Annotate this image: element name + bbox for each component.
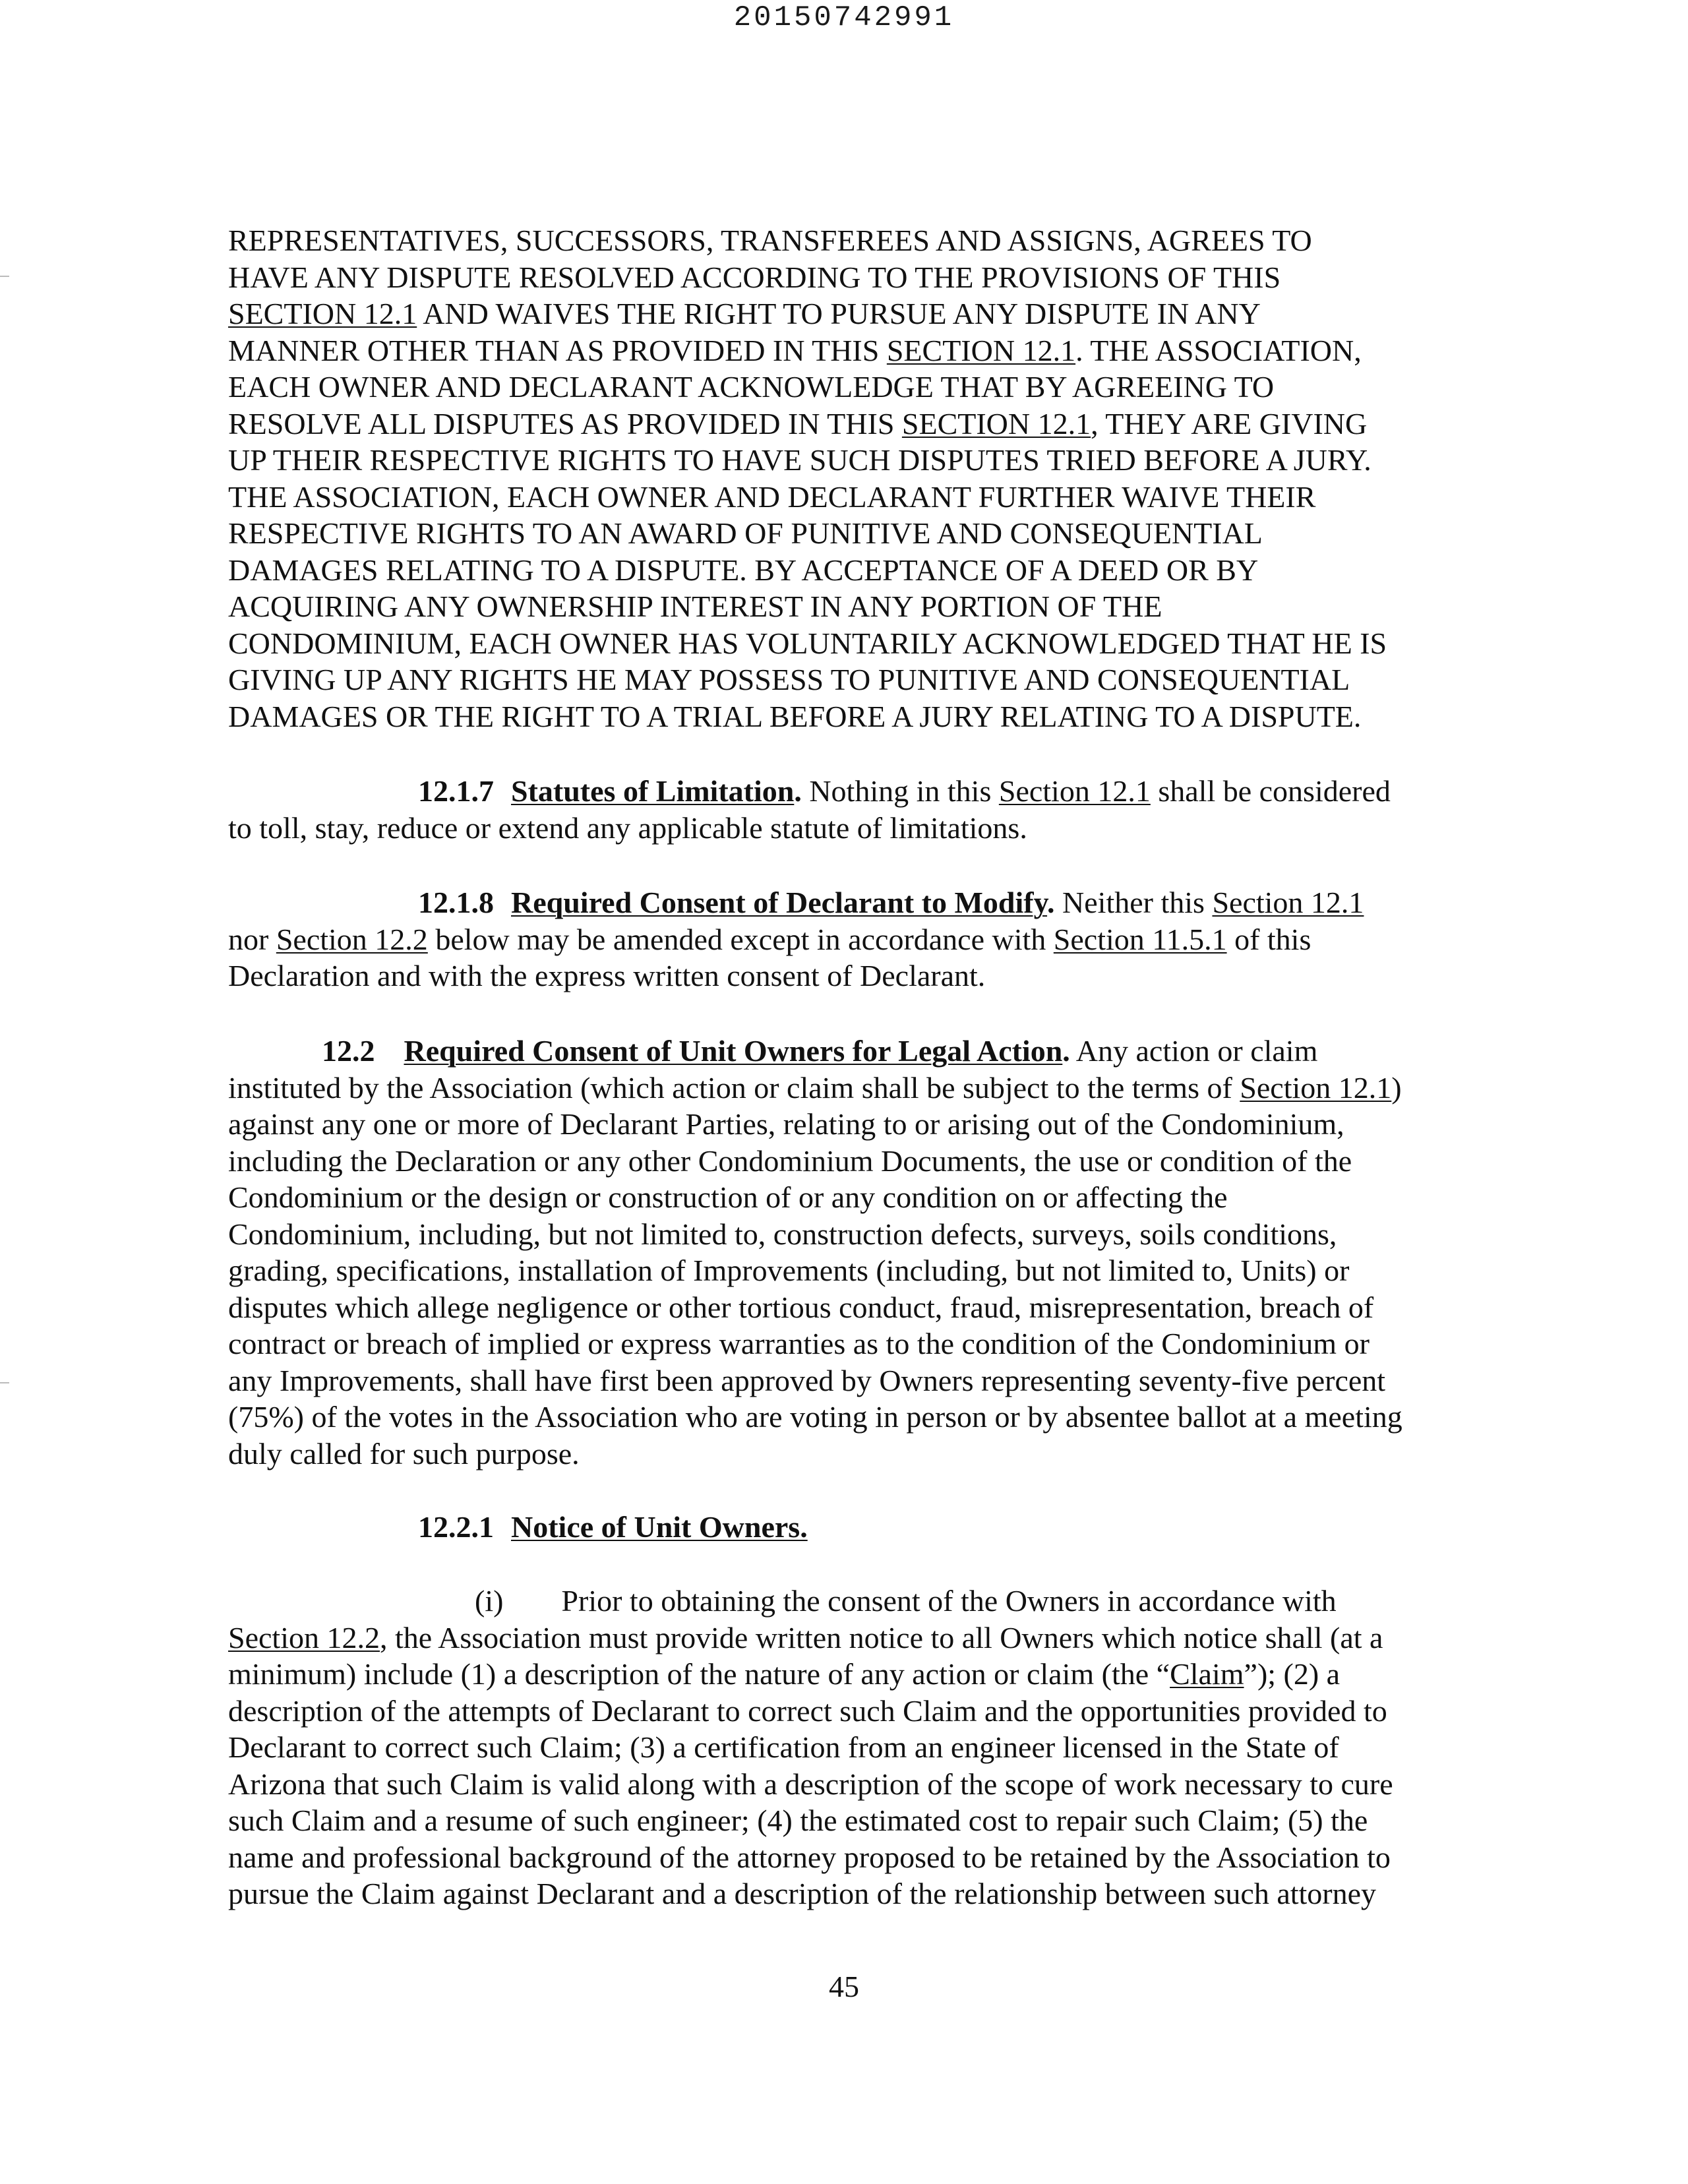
text-line: DAMAGES RELATING TO A DISPUTE. BY ACCEPTANCE OF A DEED OR BY [228,553,1259,587]
text-span: shall be considered [1150,774,1391,808]
text-line: duly called for such purpose. [228,1436,580,1471]
text-span: , THEY ARE GIVING [1091,406,1368,440]
text-line [228,921,1441,958]
section-reference: Section 12.1 [998,774,1151,808]
margin-tick [0,276,9,277]
heading-period: . [794,774,802,808]
text-span: Prior to obtaining the consent of the Owners in accordance with [561,1584,1337,1618]
text-span: MANNER OTHER THAN AS PROVIDED IN THIS [228,333,887,367]
text-line [228,1509,1441,1546]
section-reference: Section 12.1 [1212,886,1364,919]
text-line [228,406,1441,442]
text-line: DAMAGES OR THE RIGHT TO A TRIAL BEFORE A JURY RELATING TO A DISPUTE. [228,699,1362,733]
section-number: 12.2 [322,1034,375,1068]
text-span: Neither this [1054,886,1213,919]
text-line: REPRESENTATIVES, SUCCESSORS, TRANSFEREES AND ASSIGNS, AGREES TO [228,224,1312,257]
text-line: EACH OWNER AND DECLARANT ACKNOWLEDGE THAT BY AGREEING TO [228,370,1275,404]
heading-period: . [1047,886,1055,919]
text-line: name and professional background of the attorney proposed to be retained by the Association to [228,1840,1391,1874]
section-12-2 [228,1033,1441,1472]
document-number: 20150742991 [733,1,955,34]
list-marker: (i) [475,1584,504,1618]
text-line: Arizona that such Claim is valid along with a description of the scope of work necessary to cure [228,1767,1393,1801]
text-span: below may be amended except in accordance with [427,922,1054,956]
text-span: . THE ASSOCIATION, [1075,333,1362,367]
section-12-1-7 [228,773,1441,846]
text-span: Any action or claim [1070,1034,1318,1068]
text-line [228,1070,1441,1107]
text-span: ”); (2) a [1244,1657,1341,1691]
text-line: (75%) of the votes in the Association who are voting in person or by absentee ballot at a meeting [228,1400,1402,1434]
section-reference: SECTION 12.1 [901,406,1091,440]
text-line: Condominium, including, but not limited to, construction defects, surveys, soils conditions, [228,1217,1337,1251]
text-line: CONDOMINIUM, EACH OWNER HAS VOLUNTARILY ACKNOWLEDGED THAT HE IS [228,626,1387,660]
defined-term: Claim [1170,1657,1244,1691]
text-line: to toll, stay, reduce or extend any applicable statute of limitations. [228,810,1027,845]
page-number: 45 [829,1970,859,2003]
text-span: , the Association must provide written notice to all Owners which notice shall (at a [379,1620,1383,1654]
text-span: RESOLVE ALL DISPUTES AS PROVIDED IN THIS [228,406,902,440]
text-line: against any one or more of Declarant Parties, relating to or arising out of the Condominium, [228,1107,1344,1141]
section-number: 12.1.7 [418,774,494,808]
section-reference: Section 12.2 [228,1620,380,1654]
section-number: 12.1.8 [418,886,494,919]
section-reference: Section 12.2 [276,922,428,956]
section-heading: Required Consent of Unit Owners for Legal Action [404,1034,1063,1068]
text-line [228,295,1441,332]
section-heading: Statutes of Limitation [511,774,795,808]
text-span: AND WAIVES THE RIGHT TO PURSUE ANY DISPUTE IN ANY [417,297,1261,330]
text-line [228,1583,1441,1620]
text-line: pursue the Claim against Declarant and a description of the relationship between such attorney [228,1877,1377,1910]
section-12-2-1 [228,1509,1441,1546]
margin-tick [0,1382,9,1383]
text-span: Nothing in this [801,774,999,808]
text-line: including the Declaration or any other Condominium Documents, the use or condition of the [228,1143,1352,1178]
text-span: of this [1226,922,1311,956]
text-span: ) [1391,1070,1402,1105]
text-line: Declaration and with the express written consent of Declarant. [228,959,986,992]
section-reference: SECTION 12.1 [886,333,1076,367]
section-heading: Required Consent of Declarant to Modify [511,886,1048,919]
text-line: grading, specifications, installation of Improvements (including, but not limited to, Units) or [228,1254,1350,1287]
text-line: GIVING UP ANY RIGHTS HE MAY POSSESS TO PUNITIVE AND CONSEQUENTIAL [228,663,1350,696]
text-line: disputes which allege negligence or other tortious conduct, fraud, misrepresentation, breach of [228,1290,1374,1324]
text-line: Declarant to correct such Claim; (3) a certification from an engineer licensed in the State of [228,1730,1339,1764]
text-span: nor [228,922,276,956]
text-line: description of the attempts of Declarant to correct such Claim and the opportunities provided to [228,1693,1387,1728]
text-line [228,1656,1441,1693]
text-line: contract or breach of implied or express warranties as to the condition of the Condominium or [228,1327,1370,1360]
section-reference: Section 12.1 [1240,1070,1392,1105]
text-line [228,332,1441,369]
text-line: THE ASSOCIATION, EACH OWNER AND DECLARANT FURTHER WAIVE THEIR [228,479,1316,514]
text-line: any Improvements, shall have first been approved by Owners representing seventy-five percent [228,1363,1386,1397]
text-line: UP THEIR RESPECTIVE RIGHTS TO HAVE SUCH DISPUTES TRIED BEFORE A JURY. [228,443,1372,477]
text-line [228,1033,1441,1070]
text-line [228,884,1441,921]
text-line: such Claim and a resume of such engineer; (4) the estimated cost to repair such Claim; (5) the [228,1804,1368,1837]
section-number: 12.2.1 [418,1510,494,1544]
notice-paragraph [228,1583,1441,1912]
section-heading: Notice of Unit Owners. [511,1510,808,1544]
text-line [228,1620,1441,1656]
arbitration-paragraph [228,222,1441,735]
text-line: RESPECTIVE RIGHTS TO AN AWARD OF PUNITIVE AND CONSEQUENTIAL [228,516,1263,550]
text-span: minimum) include (1) a description of the nature of any action or claim (the “ [228,1657,1170,1691]
text-line: HAVE ANY DISPUTE RESOLVED ACCORDING TO THE PROVISIONS OF THIS [228,260,1281,294]
section-reference: Section 11.5.1 [1053,922,1227,956]
text-line [228,773,1441,810]
heading-period: . [1062,1034,1070,1068]
text-line: Condominium or the design or construction of or any condition on or affecting the [228,1180,1228,1214]
section-reference: SECTION 12.1 [228,297,417,330]
text-line: ACQUIRING ANY OWNERSHIP INTEREST IN ANY PORTION OF THE [228,590,1162,623]
section-12-1-8 [228,884,1441,994]
text-span: instituted by the Association (which action or claim shall be subject to the terms of [228,1070,1240,1105]
